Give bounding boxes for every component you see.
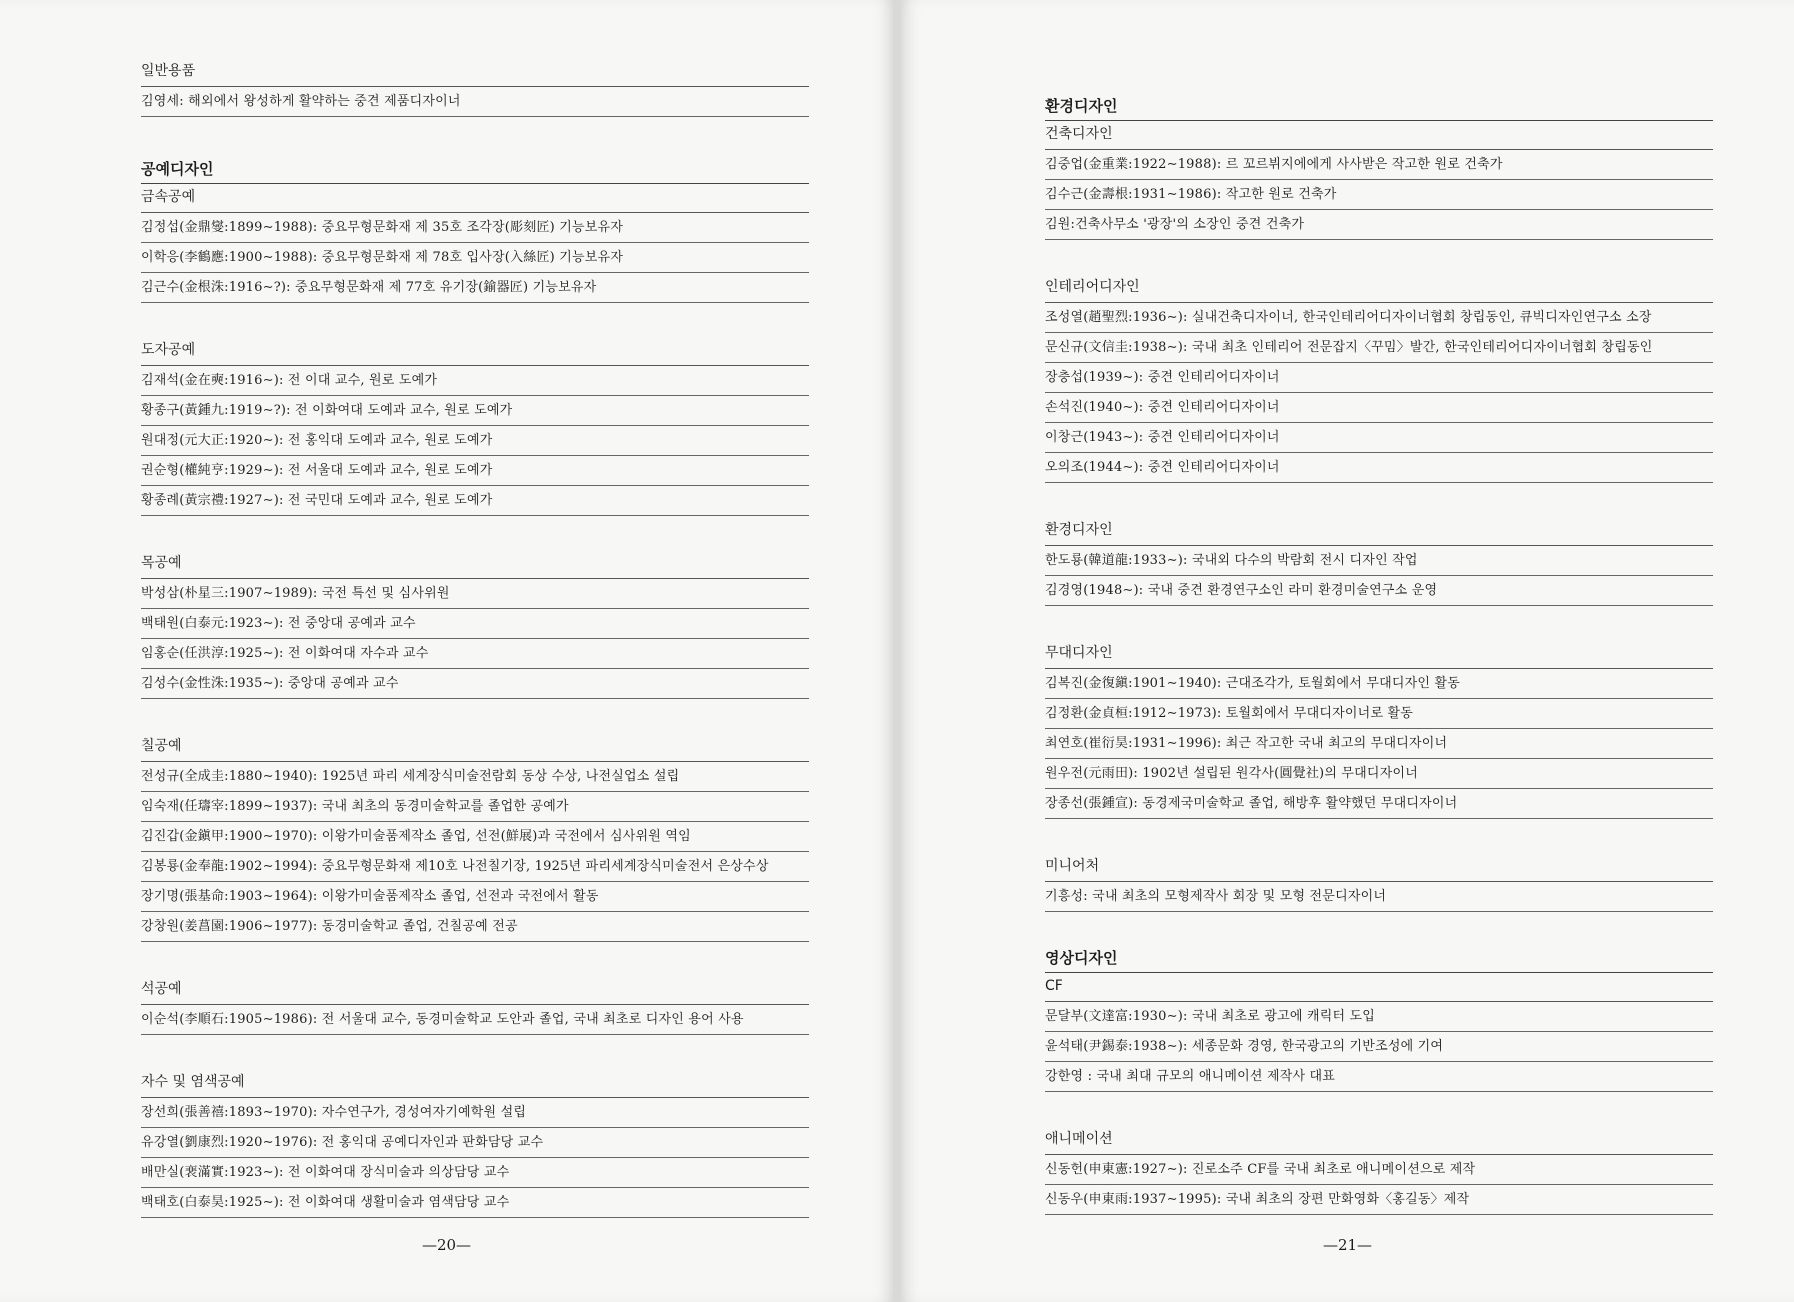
book-gutter [893, 0, 901, 1302]
subsection-ceramic-craft [141, 337, 809, 516]
subsection-architecture [1045, 121, 1713, 240]
subsection-stone-craft [141, 976, 809, 1035]
list-entry: 윤석태(尹錫泰:1938∼): 세종문화 경영, 한국광고의 기반조성에 기여 [1045, 1032, 1713, 1062]
list-entry: 강창원(姜菖園:1906∼1977): 동경미술학교 졸업, 건칠공예 전공 [141, 912, 809, 942]
list-entry: 이창근(1943∼): 중견 인테리어디자이너 [1045, 423, 1713, 453]
list-entry: 권순형(權純亨:1929∼): 전 서울대 도예과 교수, 원로 도예가 [141, 456, 809, 486]
list-entry: 한도룡(韓道龍:1933∼): 국내외 다수의 박람회 전시 디자인 작업 [1045, 546, 1713, 576]
list-entry: 장종선(張鍾宣): 동경제국미술학교 졸업, 해방후 활약했던 무대디자이너 [1045, 789, 1713, 819]
list-entry: 신동우(申東雨:1937∼1995): 국내 최초의 장편 만화영화〈홍길동〉제작 [1045, 1185, 1713, 1215]
subsection-title: 애니메이션 [1045, 1126, 1713, 1155]
right-column [1045, 94, 1713, 1215]
subsection-title: 자수 및 염색공예 [141, 1069, 809, 1098]
list-entry: 원대정(元大正:1920∼): 전 홍익대 도예과 교수, 원로 도예가 [141, 426, 809, 456]
list-entry: 김원:건축사무소 '광장'의 소장인 중견 건축가 [1045, 210, 1713, 240]
page-number: —21— [1322, 1236, 1373, 1254]
subsection-interior [1045, 274, 1713, 483]
subsection-title: 칠공예 [141, 733, 809, 762]
section-video-design [1045, 946, 1713, 1215]
list-entry: 임숙재(任璹宰:1899∼1937): 국내 최초의 동경미술학교를 졸업한 공예가 [141, 792, 809, 822]
list-entry: 김복진(金復鎭:1901∼1940): 근대조각가, 토월회에서 무대디자인 활동 [1045, 669, 1713, 699]
section-title: 환경디자인 [1045, 94, 1713, 121]
section-environmental-design [1045, 94, 1713, 912]
list-entry: 문신규(文信圭:1938∼): 국내 최초 인테리어 전문잡지〈꾸밈〉발간, 한국인테리어디자이너협회 창립동인 [1045, 333, 1713, 363]
list-entry: 장선희(張善禧:1893∼1970): 자수연구가, 경성여자기예학원 설립 [141, 1098, 809, 1128]
page-number: —20— [421, 1236, 472, 1254]
left-column [141, 58, 809, 1218]
subsection-title: 환경디자인 [1045, 517, 1713, 546]
list-entry: 장충섭(1939∼): 중견 인테리어디자이너 [1045, 363, 1713, 393]
list-entry: 이학응(李鶴應:1900∼1988): 중요무형문화재 제 78호 입사장(入絲匠) 기능보유자 [141, 243, 809, 273]
list-entry: 김정섭(金鼎燮:1899∼1988): 중요무형문화재 제 35호 조각장(彫刻匠) 기능보유자 [141, 213, 809, 243]
subsection-metal-craft [141, 184, 809, 303]
list-entry: 김재석(金在奭:1916∼): 전 이대 교수, 원로 도예가 [141, 366, 809, 396]
subsection-title: 석공예 [141, 976, 809, 1005]
subsection-miniature [1045, 853, 1713, 912]
subsection-lacquer-craft [141, 733, 809, 942]
subsection-title: 무대디자인 [1045, 640, 1713, 669]
list-entry: 이순석(李順石:1905∼1986): 전 서울대 교수, 동경미술학교 도안과 졸업, 국내 최초로 디자인 용어 사용 [141, 1005, 809, 1035]
subsection-title: 인테리어디자인 [1045, 274, 1713, 303]
list-entry: 원우전(元雨田): 1902년 설립된 원각사(圓覺社)의 무대디자이너 [1045, 759, 1713, 789]
list-entry: 문달부(文達富:1930∼): 국내 최초로 광고에 캐릭터 도입 [1045, 1002, 1713, 1032]
list-entry: 임홍순(任洪淳:1925∼): 전 이화여대 자수과 교수 [141, 639, 809, 669]
subsection-title: CF [1045, 973, 1713, 1002]
subsection-animation [1045, 1126, 1713, 1215]
right-page [901, 0, 1794, 1302]
list-entry: 김근수(金根洙:1916∼?): 중요무형문화재 제 77호 유기장(鍮器匠) 기능보유자 [141, 273, 809, 303]
section-title: 영상디자인 [1045, 946, 1713, 973]
list-entry: 김중업(金重業:1922∼1988): 르 꼬르뷔지에에게 사사받은 작고한 원로 건축가 [1045, 150, 1713, 180]
list-entry: 전성규(全成圭:1880∼1940): 1925년 파리 세계장식미술전람회 동상 수상, 나전실업소 설립 [141, 762, 809, 792]
list-entry: 김영세: 해외에서 왕성하게 활약하는 중견 제품디자이너 [141, 87, 809, 117]
subsection-title: 일반용품 [141, 58, 809, 87]
subsection-title: 미니어처 [1045, 853, 1713, 882]
list-entry: 황종구(黃鍾九:1919∼?): 전 이화여대 도예과 교수, 원로 도예가 [141, 396, 809, 426]
subsection-title: 도자공예 [141, 337, 809, 366]
list-entry: 김경영(1948∼): 국내 중견 환경연구소인 라미 환경미술연구소 운영 [1045, 576, 1713, 606]
list-entry: 황종례(黃宗禮:1927∼): 전 국민대 도예과 교수, 원로 도예가 [141, 486, 809, 516]
subsection-title: 목공예 [141, 550, 809, 579]
list-entry: 김정환(金貞桓:1912∼1973): 토월회에서 무대디자이너로 활동 [1045, 699, 1713, 729]
list-entry: 배만실(裵滿實:1923∼): 전 이화여대 장식미술과 의상담당 교수 [141, 1158, 809, 1188]
list-entry: 김성수(金性洙:1935∼): 중앙대 공예과 교수 [141, 669, 809, 699]
list-entry: 오의조(1944∼): 중견 인테리어디자이너 [1045, 453, 1713, 483]
subsection-wood-craft [141, 550, 809, 699]
subsection-environment [1045, 517, 1713, 606]
list-entry: 최연호(崔衍昊:1931∼1996): 최근 작고한 국내 최고의 무대디자이너 [1045, 729, 1713, 759]
list-entry: 장기명(張基命:1903∼1964): 이왕가미술품제작소 졸업, 선전과 국전에서 활동 [141, 882, 809, 912]
list-entry: 백태호(白泰昊:1925∼): 전 이화여대 생활미술과 염색담당 교수 [141, 1188, 809, 1218]
list-entry: 손석진(1940∼): 중견 인테리어디자이너 [1045, 393, 1713, 423]
list-entry: 김봉룡(金奉龍:1902∼1994): 중요무형문화재 제10호 나전칠기장, 1925년 파리세계장식미술전서 은상수상 [141, 852, 809, 882]
subsection-stage [1045, 640, 1713, 819]
list-entry: 조성열(趙聖烈:1936∼): 실내건축디자이너, 한국인테리어디자이너협회 창립동인, 큐빅디자인연구소 소장 [1045, 303, 1713, 333]
subsection-title: 금속공예 [141, 184, 809, 213]
list-entry: 강한영 : 국내 최대 규모의 애니메이션 제작사 대표 [1045, 1062, 1713, 1092]
subsection-title: 건축디자인 [1045, 121, 1713, 150]
subsection-cf [1045, 973, 1713, 1092]
subsection-general-goods [141, 58, 809, 117]
list-entry: 유강열(劉康烈:1920∼1976): 전 홍익대 공예디자인과 판화담당 교수 [141, 1128, 809, 1158]
list-entry: 김수근(金壽根:1931∼1986): 작고한 원로 건축가 [1045, 180, 1713, 210]
list-entry: 김진갑(金鎭甲:1900∼1970): 이왕가미술품제작소 졸업, 선전(鮮展)과 국전에서 심사위원 역임 [141, 822, 809, 852]
subsection-embroidery-dyeing [141, 1069, 809, 1218]
left-page [0, 0, 893, 1302]
list-entry: 백태원(白泰元:1923∼): 전 중앙대 공예과 교수 [141, 609, 809, 639]
list-entry: 박성삼(朴星三:1907∼1989): 국전 특선 및 심사위원 [141, 579, 809, 609]
list-entry: 기흥성: 국내 최초의 모형제작사 회장 및 모형 전문디자이너 [1045, 882, 1713, 912]
section-craft-design [141, 157, 809, 1218]
list-entry: 신동헌(申東憲:1927∼): 진로소주 CF를 국내 최초로 애니메이션으로 제작 [1045, 1155, 1713, 1185]
section-title: 공예디자인 [141, 157, 809, 184]
